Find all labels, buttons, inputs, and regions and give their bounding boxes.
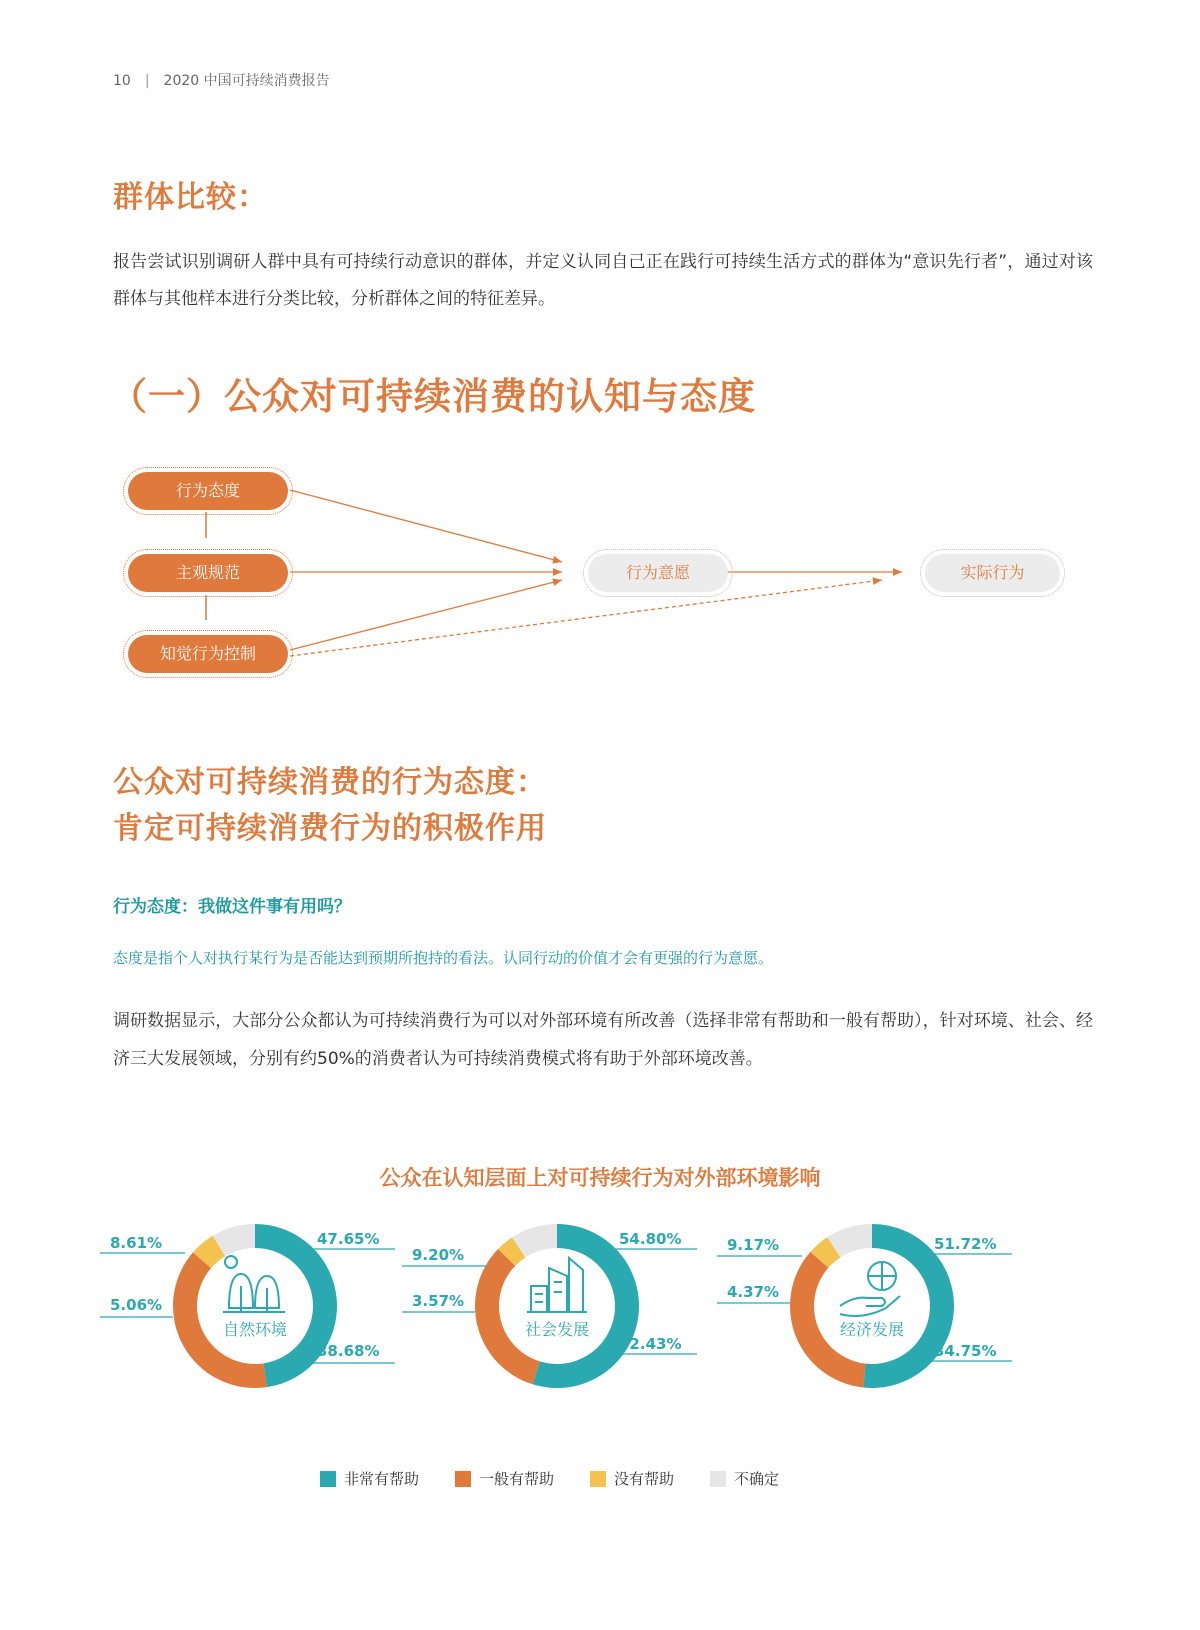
data-label-not-helpful: 4.37%	[727, 1283, 780, 1301]
chart-title: 公众在认知层面上对可持续行为对外部环境影响	[379, 1166, 821, 1190]
data-label-uncertain: 9.17%	[727, 1236, 780, 1254]
donut-center-label: 自然环境	[222, 1320, 288, 1339]
header-separator: |	[144, 73, 150, 89]
globe-hand-icon-shape	[840, 1262, 900, 1316]
node-control-label: 知觉行为控制	[128, 635, 288, 673]
legend-label: 一般有帮助	[479, 1470, 555, 1488]
data-label-not-helpful: 3.57%	[412, 1292, 465, 1310]
data-label-somewhat-helpful: 38.68%	[317, 1342, 380, 1360]
legend-label: 不确定	[734, 1470, 780, 1488]
legend-label: 非常有帮助	[344, 1470, 420, 1488]
node-intention-label: 行为意愿	[588, 554, 728, 592]
globe-hand-icon	[840, 1262, 900, 1316]
chapter-title: （一）公众对可持续消费的认知与态度	[110, 375, 756, 418]
trees-icon	[223, 1256, 285, 1312]
legend-swatch-yellow	[590, 1471, 606, 1487]
report-title: 2020 中国可持续消费报告	[163, 73, 330, 89]
page-number: 10	[113, 73, 131, 89]
node-norm-label: 主观规范	[128, 554, 288, 592]
legend-swatch-grey	[710, 1471, 726, 1487]
data-label-somewhat-helpful: 34.75%	[934, 1342, 997, 1360]
buildings-icon	[527, 1258, 587, 1312]
node-attitude-label: 行为态度	[128, 472, 288, 510]
donut-center-label: 经济发展	[839, 1320, 905, 1339]
data-label-somewhat-helpful: 32.43%	[619, 1335, 682, 1353]
section-title: 群体比较：	[113, 180, 268, 215]
legend-label: 没有帮助	[614, 1470, 675, 1488]
subhead-line-2: 肯定可持续消费行为的积极作用	[113, 811, 547, 846]
legend-item-somewhat-helpful	[455, 1468, 554, 1489]
legend-swatch-orange	[455, 1471, 471, 1487]
subhead-line-1: 公众对可持续消费的行为态度：	[113, 765, 547, 800]
data-label-uncertain: 8.61%	[110, 1234, 163, 1252]
legend-swatch-teal	[320, 1471, 336, 1487]
donut-slice-somewhat-helpful	[475, 1249, 540, 1384]
node-behavior-label: 实际行为	[925, 554, 1060, 592]
data-label-very-helpful: 51.72%	[934, 1235, 997, 1253]
data-label-not-helpful: 5.06%	[110, 1296, 163, 1314]
question-description: 态度是指个人对执行某行为是否能达到预期所抱持的看法。认同行动的价值才会有更强的行为意愿。	[113, 949, 774, 967]
chart-legend	[320, 1468, 779, 1489]
buildings-icon-shape	[527, 1258, 587, 1312]
data-label-uncertain: 9.20%	[412, 1246, 465, 1264]
intro-paragraph: 报告尝试识别调研人群中具有可持续行动意识的群体，并定义认同自己正在践行可持续生活方式的群体为“意识先行者”，通过对该群体与其他样本进行分类比较，分析群体之间的特征差异。	[113, 252, 1093, 309]
legend-item-uncertain	[710, 1468, 779, 1489]
legend-item-very-helpful	[320, 1468, 419, 1489]
data-label-very-helpful: 47.65%	[317, 1230, 380, 1248]
question-title: 行为态度：我做这件事有用吗？	[113, 897, 351, 917]
data-label-very-helpful: 54.80%	[619, 1230, 682, 1248]
legend-item-not-helpful	[590, 1468, 674, 1489]
body-paragraph: 调研数据显示，大部分公众都认为可持续消费行为可以对外部环境有所改善（选择非常有帮助和一般有帮助），针对环境、社会、经济三大发展领域，分别有约50%的消费者认为可持续消费模式将有助于外部环境改善。	[113, 1011, 1093, 1069]
trees-icon-shape	[223, 1256, 285, 1312]
donut-center-label: 社会发展	[524, 1320, 590, 1339]
